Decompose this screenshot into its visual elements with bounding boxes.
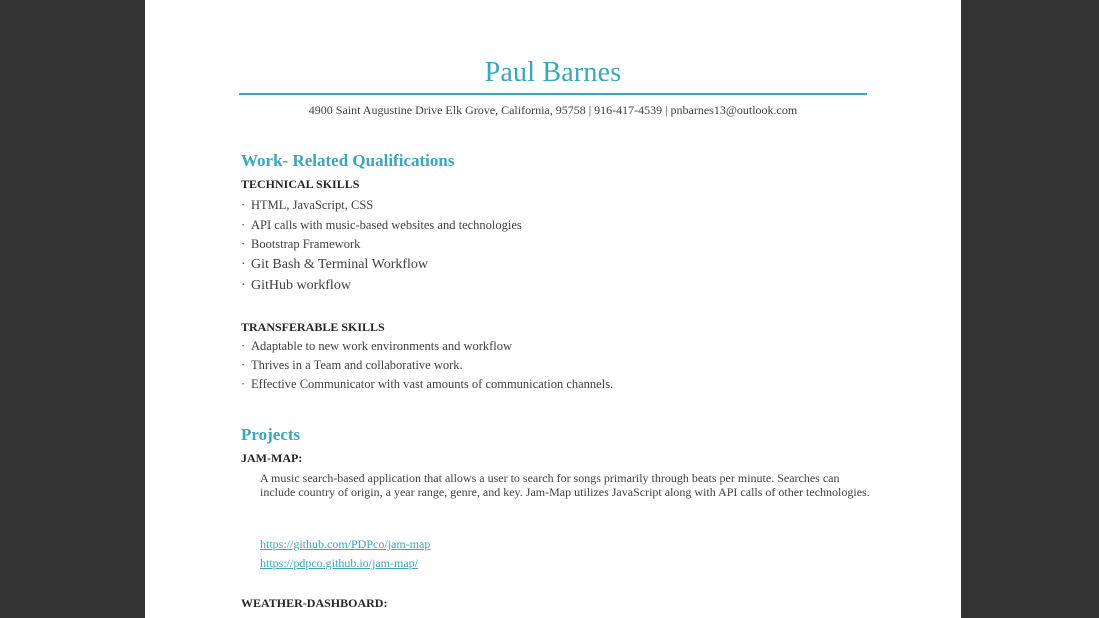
header-divider <box>239 93 867 95</box>
project-description: A music search-based application that allows a user to search for songs primarily through beats per minute. Searches can include country of origin, a year range, genre, and key. Jam-Map utilizes JavaScript along with API calls of other technologies. <box>260 471 870 499</box>
bullet-icon: · <box>241 237 246 251</box>
project-name: WEATHER-DASHBOARD: <box>241 596 388 610</box>
technical-skill-item: · GitHub workflow <box>241 278 351 293</box>
section-title-qualifications: Work- Related Qualifications <box>241 151 455 170</box>
technical-skills-heading: TECHNICAL SKILLS <box>241 177 360 191</box>
transferable-skill-item: · Adaptable to new work environments and workflow <box>241 339 513 353</box>
technical-skill-item: · Bootstrap Framework <box>241 237 361 251</box>
bullet-icon: · <box>241 339 246 353</box>
transferable-skill-item: · Effective Communicator with vast amounts of communication channels. <box>241 377 614 391</box>
bullet-icon: · <box>241 377 246 391</box>
technical-skill-item: · API calls with music-based websites and technologies <box>241 218 522 232</box>
bullet-icon: · <box>241 358 246 372</box>
bullet-icon: · <box>241 198 246 212</box>
technical-skill-item: · Git Bash & Terminal Workflow <box>241 257 429 272</box>
technical-skill-item: · HTML, JavaScript, CSS <box>241 198 374 212</box>
project-repo-link[interactable]: https://github.com/PDPco/jam-map <box>260 537 431 551</box>
project-name: JAM-MAP: <box>241 451 303 465</box>
bullet-icon: · <box>241 218 246 232</box>
section-title-projects: Projects <box>241 425 301 444</box>
bullet-icon: · <box>241 278 246 293</box>
document-page <box>145 0 961 618</box>
resume-name: Paul Barnes <box>484 57 622 88</box>
transferable-skill-item: · Thrives in a Team and collaborative work. <box>241 358 463 372</box>
contact-info: 4900 Saint Augustine Drive Elk Grove, California, 95758 | 916-417-4539 | pnbarnes13@outlook.com <box>308 103 798 117</box>
transferable-skills-heading: TRANSFERABLE SKILLS <box>241 320 385 334</box>
bullet-icon: · <box>241 257 246 272</box>
project-live-link[interactable]: https://pdpco.github.io/jam-map/ <box>260 556 418 570</box>
